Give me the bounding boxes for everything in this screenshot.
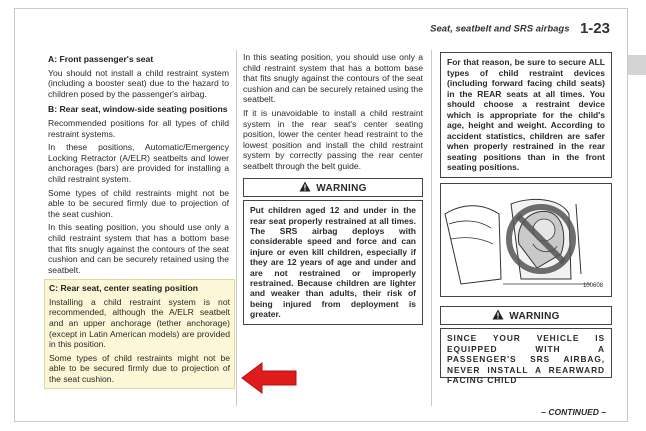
paragraph: In these positions, Automatic/Emergency Locking Retractor (A/ELR) seatbelts and lower anchorages (bars) are provided for installing a child restraint system. bbox=[48, 142, 229, 184]
paragraph: If it is unavoidable to install a child restraint system in the rear seat's center seating position, lower the center head restraint to the lowest position and install the child restraint system by correctly passing the rear center seatbelt through the belt guide. bbox=[243, 107, 423, 171]
paragraph: Some types of child restraints might not be able to be secured firmly due to projection of the seat cushion. bbox=[48, 187, 229, 219]
column-middle bbox=[243, 52, 423, 325]
page-header bbox=[430, 20, 610, 38]
section-title: Seat, seatbelt and SRS airbags bbox=[430, 23, 570, 35]
warning-header bbox=[243, 178, 423, 198]
no-child-seat-illustration bbox=[441, 184, 611, 294]
paragraph: Some types of child restraints might not be able to be secured firmly due to projection of the seat cushion. bbox=[49, 352, 230, 385]
figure-no-child-seat bbox=[440, 183, 612, 297]
column-left bbox=[48, 54, 229, 389]
warning-header bbox=[440, 306, 612, 326]
heading-c: C: Rear seat, center seating position bbox=[49, 283, 198, 294]
paragraph: Recommended positions for all types of child restraint systems. bbox=[48, 117, 229, 139]
figure-code: 100608 bbox=[582, 282, 603, 289]
column-divider bbox=[431, 50, 432, 406]
paragraph: You should not install a child restraint system (including a booster seat) due to the hazard to children posed by the passenger's airbag. bbox=[48, 67, 229, 99]
paragraph: In this seating position, you should use only a child restraint system that has a bottom base that fits snugly against the contours of the seat cushion and can be securely retained using the seatbelt. bbox=[48, 222, 229, 275]
heading-b: B: Rear seat, window-side seating positions bbox=[48, 104, 228, 115]
warning-caps-text: SINCE YOUR VEHICLE IS EQUIPPED WITH A PASSENGER'S SRS AIRBAG, NEVER INSTALL A REARWARD FACING CHILD bbox=[440, 328, 612, 378]
warning-triangle-icon bbox=[492, 309, 504, 320]
arrow-left-icon bbox=[240, 360, 298, 396]
column-divider bbox=[236, 50, 237, 406]
paragraph: In this seating position, you should use only a child restraint system that has a bottom base that fits snugly against the contours of the seat cushion and can be securely retained using the seatbelt. bbox=[243, 52, 423, 105]
warning-label: WARNING bbox=[316, 182, 367, 194]
chapter-tab bbox=[628, 55, 646, 75]
column-right bbox=[440, 52, 612, 386]
warning-continuation: For that reason, be sure to secure ALL types of child restraint devices (including forward facing child seats) in the REAR seats at all times. You should choose a restraint device which is appropriate for the child's age, height and weight. According to accident statistics, children are safer when properly restrained in the rear seating positions than in the front seating positions. bbox=[440, 52, 612, 178]
highlighted-section-c bbox=[44, 279, 235, 388]
page-number: 1-23 bbox=[579, 20, 610, 38]
continued-label: – CONTINUED – bbox=[541, 407, 606, 417]
paragraph: Installing a child restraint system is not recommended, although the A/ELR seatbelt and an upper anchorage (tether anchorage) (except in Latin American models) are provided in this position. bbox=[49, 296, 230, 350]
warning-triangle-icon bbox=[299, 181, 311, 192]
warning-text: Put children aged 12 and under in the rear seat properly restrained at all times. The SRS airbag deploys with considerable speed and force and can injure or even kill children, especially if they are 12 years of age and under and are not restrained or improperly restrained. Because children are lighter and weaker than adults, their risk of being injured from deployment is greater. bbox=[243, 200, 423, 324]
heading-a: A: Front passenger's seat bbox=[48, 54, 154, 64]
warning-label: WARNING bbox=[509, 310, 560, 322]
